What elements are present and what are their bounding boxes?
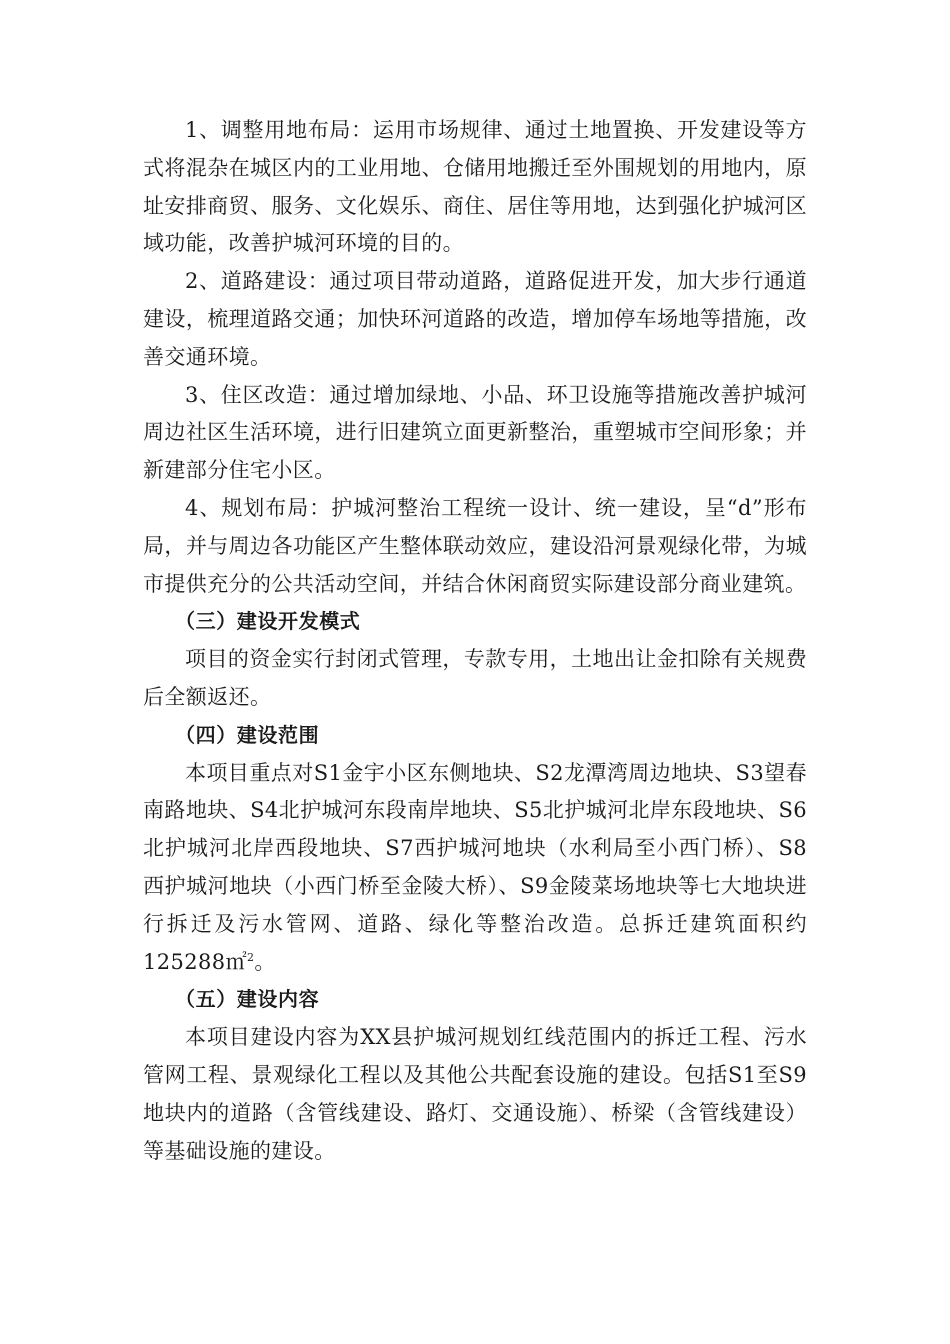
paragraph-planning-layout: 4、规划布局：护城河整治工程统一设计、统一建设，呈“d”形布局，并与周边各功能区产生整体联动效应，建设沿河景观绿化带，为城市提供充分的公共活动空间，并结合休闲商贸实际建设部分商业建筑。: [143, 495, 807, 596]
section-heading-construction-content: （五）建设内容: [175, 987, 320, 1012]
construction-scope-text: 本项目重点对S1金宇小区东侧地块、S2龙潭湾周边地块、S3望春南路地块、S4北护城河东段南岸地块、S5北护城河北岸东段地块、S6北护城河北岸西段地块、S7西护城河地块（水利局至小西门桥）、S8西护城河地块（小西门桥至金陵大桥）、S9金陵菜场地块等七大地块进行拆迁及污水管网、道路、绿化等整治改造。总拆迁建筑面积约125288㎡: [143, 760, 807, 974]
paragraph-residential-renovation: 3、住区改造：通过增加绿地、小品、环卫设施等措施改善护城河周边社区生活环境，进行旧建筑立面更新整治，重塑城市空间形象；并新建部分住宅小区。: [143, 382, 807, 483]
paragraph-land-layout: 1、调整用地布局：运用市场规律、通过土地置换、开发建设等方式将混杂在城区内的工业用地、仓储用地搬迁至外围规划的用地内，原址安排商贸、服务、文化娱乐、商住、居住等用地，达到强化护城河区域功能，改善护城河环境的目的。: [143, 118, 807, 256]
section-heading-development-mode: （三）建设开发模式: [175, 609, 361, 634]
area-unit-superscript: 2: [246, 950, 255, 964]
paragraph-construction-scope: [143, 755, 807, 982]
paragraph-development-mode: 项目的资金实行封闭式管理，专款专用，土地出让金扣除有关规费后全额返还。: [143, 647, 807, 709]
construction-scope-end: 。: [254, 949, 276, 974]
section-heading-construction-scope: （四）建设范围: [175, 722, 320, 747]
paragraph-road-construction: 2、道路建设：通过项目带动道路，道路促进开发，加大步行通道建设，梳理道路交通；加快环河道路的改造，增加停车场地等措施，改善交通环境。: [143, 269, 807, 369]
paragraph-construction-content: 本项目建设内容为XX县护城河规划红线范围内的拆迁工程、污水管网工程、景观绿化工程以及其他公共配套设施的建设。包括S1至S9地块内的道路（含管线建设、路灯、交通设施）、桥梁（含管线建设）等基础设施的建设。: [143, 1025, 807, 1163]
document-page: [143, 112, 807, 1170]
